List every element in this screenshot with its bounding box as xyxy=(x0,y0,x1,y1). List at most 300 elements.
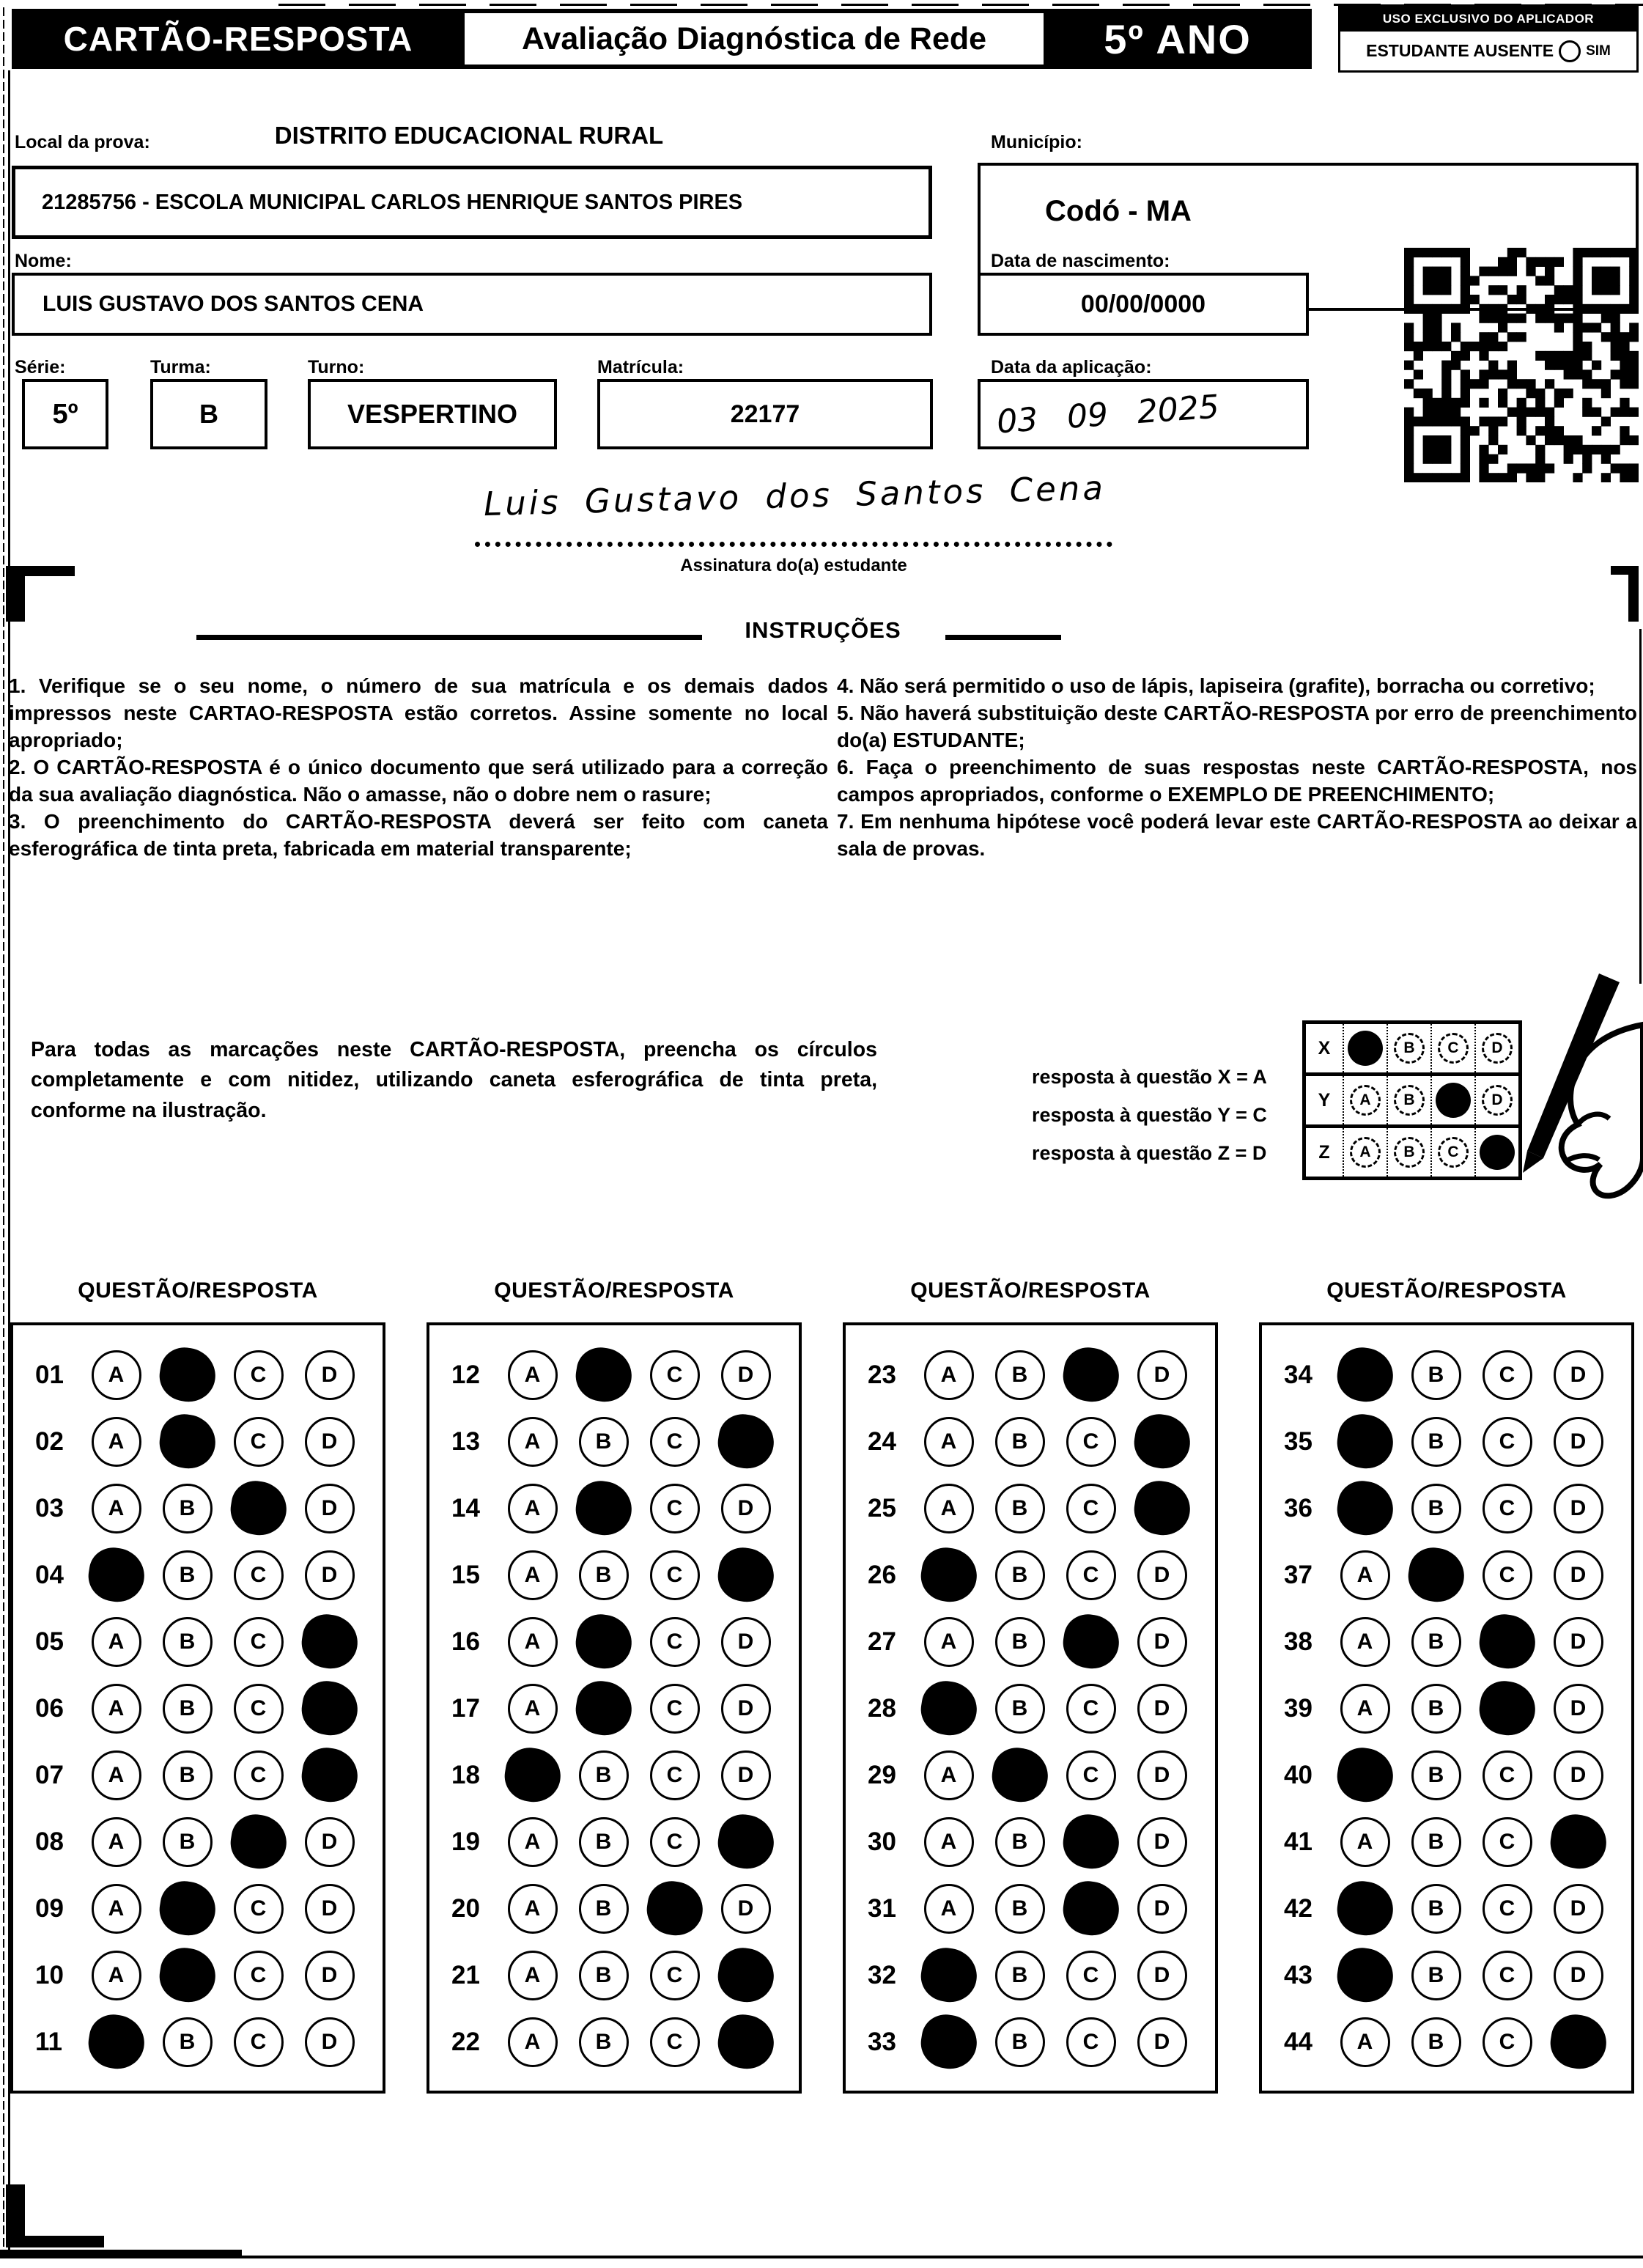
filled-bubble xyxy=(1059,1344,1122,1406)
q20-option-A[interactable] xyxy=(497,1884,568,1934)
q40-option-B[interactable] xyxy=(1400,1750,1472,1800)
q08-option-C[interactable] xyxy=(223,1815,294,1868)
q35-option-C[interactable] xyxy=(1472,1417,1543,1467)
bubble-D: D xyxy=(1554,1484,1603,1534)
q11-option-B[interactable] xyxy=(152,2017,223,2067)
filled-bubble xyxy=(1059,1611,1122,1673)
bubble-B: B xyxy=(995,1417,1045,1467)
q34-option-D[interactable] xyxy=(1543,1350,1614,1400)
filled-bubble xyxy=(572,1678,635,1739)
example-cell-X-A xyxy=(1344,1024,1388,1072)
q30-option-B[interactable] xyxy=(984,1817,1055,1867)
bubble-D: D xyxy=(1137,1951,1187,2000)
filled-bubble xyxy=(1333,1411,1396,1473)
bubble-B: B xyxy=(1411,2017,1461,2067)
q33-option-D[interactable] xyxy=(1126,2017,1197,2067)
registration-mark-bottom-left xyxy=(6,2184,104,2247)
q09-option-A[interactable] xyxy=(81,1884,152,1934)
bubble-B: B xyxy=(163,1817,213,1867)
bubble-C: C xyxy=(650,1750,700,1800)
aplicacao-handwritten-value: 03 09 2025 xyxy=(995,387,1221,441)
q43-option-C[interactable] xyxy=(1472,1951,1543,2000)
filled-bubble xyxy=(1059,1811,1122,1873)
q36-option-C[interactable] xyxy=(1472,1484,1543,1534)
q18-option-B[interactable] xyxy=(568,1750,639,1800)
q29-option-C[interactable] xyxy=(1055,1750,1126,1800)
q31-option-D[interactable] xyxy=(1126,1884,1197,1934)
q26-option-A[interactable] xyxy=(913,1548,984,1602)
q44-option-A[interactable] xyxy=(1329,2017,1400,2067)
bubble-D: D xyxy=(1554,1417,1603,1467)
q25-option-A[interactable] xyxy=(913,1484,984,1534)
q16-option-D[interactable] xyxy=(710,1617,781,1667)
filled-bubble xyxy=(84,2011,147,2073)
q23-option-A[interactable] xyxy=(913,1350,984,1400)
bubble-B: B xyxy=(163,1684,213,1734)
q07-option-C[interactable] xyxy=(223,1750,294,1800)
question-number: 06 xyxy=(35,1693,64,1723)
q02-option-C[interactable] xyxy=(223,1417,294,1467)
answer-row xyxy=(846,1341,1215,1408)
bubble-D: D xyxy=(305,1417,355,1467)
q37-option-D[interactable] xyxy=(1543,1550,1614,1600)
q06-option-C[interactable] xyxy=(223,1684,294,1734)
instruction-item: 4. Não será permitido o uso de lápis, lapiseira (grafite), borracha ou corretivo; xyxy=(837,674,1595,697)
question-number: 02 xyxy=(35,1426,64,1456)
q22-option-B[interactable] xyxy=(568,2017,639,2067)
question-number: 41 xyxy=(1284,1827,1312,1856)
answer-row xyxy=(13,1808,383,1875)
question-number: 25 xyxy=(868,1493,896,1523)
bubble-D: D xyxy=(1554,1350,1603,1400)
question-number: 34 xyxy=(1284,1360,1312,1389)
absent-bubble[interactable] xyxy=(1559,40,1581,62)
answer-row xyxy=(846,1808,1215,1875)
q21-option-D[interactable] xyxy=(710,1948,781,2002)
q05-option-B[interactable] xyxy=(152,1617,223,1667)
answer-row xyxy=(429,1542,799,1608)
q27-option-B[interactable] xyxy=(984,1617,1055,1667)
signature-line[interactable] xyxy=(475,506,1112,547)
q33-option-C[interactable] xyxy=(1055,2017,1126,2067)
filled-bubble xyxy=(155,1878,218,1940)
q01-option-B[interactable] xyxy=(152,1348,223,1402)
bubble-D: D xyxy=(1554,1884,1603,1934)
q25-option-B[interactable] xyxy=(984,1484,1055,1534)
q08-option-B[interactable] xyxy=(152,1817,223,1867)
answer-row xyxy=(846,1942,1215,2009)
q16-option-C[interactable] xyxy=(639,1617,710,1667)
q35-option-D[interactable] xyxy=(1543,1417,1614,1467)
q42-option-A[interactable] xyxy=(1329,1882,1400,1935)
answer-column-header: QUESTÃO/RESPOSTA xyxy=(494,1278,734,1303)
q24-option-A[interactable] xyxy=(913,1417,984,1467)
answer-row xyxy=(846,1875,1215,1942)
q39-option-C[interactable] xyxy=(1472,1682,1543,1735)
q19-option-D[interactable] xyxy=(710,1815,781,1868)
q02-option-B[interactable] xyxy=(152,1415,223,1468)
q14-option-C[interactable] xyxy=(639,1484,710,1534)
turno-label: Turno: xyxy=(308,357,365,378)
q39-option-A[interactable] xyxy=(1329,1684,1400,1734)
q17-option-B[interactable] xyxy=(568,1682,639,1735)
q12-option-D[interactable] xyxy=(710,1350,781,1400)
q27-option-A[interactable] xyxy=(913,1617,984,1667)
q02-option-A[interactable] xyxy=(81,1417,152,1467)
q06-option-B[interactable] xyxy=(152,1684,223,1734)
q01-option-C[interactable] xyxy=(223,1350,294,1400)
q41-option-C[interactable] xyxy=(1472,1817,1543,1867)
filled-bubble xyxy=(155,1945,218,2006)
bubble-A: A xyxy=(924,1817,974,1867)
q11-option-C[interactable] xyxy=(223,2017,294,2067)
q43-option-D[interactable] xyxy=(1543,1951,1614,2000)
q34-option-B[interactable] xyxy=(1400,1350,1472,1400)
nascimento-label: Data de nascimento: xyxy=(991,251,1170,271)
bubble-B: B xyxy=(1394,1033,1425,1064)
bubble-A: A xyxy=(508,2017,558,2067)
exam-subtitle: Avaliação Diagnóstica de Rede xyxy=(465,9,1044,69)
bubble-A: A xyxy=(924,1750,974,1800)
q38-option-B[interactable] xyxy=(1400,1617,1472,1667)
answer-row xyxy=(13,1341,383,1408)
q15-option-C[interactable] xyxy=(639,1550,710,1600)
q24-option-B[interactable] xyxy=(984,1417,1055,1467)
filled-bubble xyxy=(988,1745,1051,1806)
q38-option-A[interactable] xyxy=(1329,1617,1400,1667)
answer-grid xyxy=(427,1322,802,2094)
q38-option-D[interactable] xyxy=(1543,1617,1614,1667)
q31-option-B[interactable] xyxy=(984,1884,1055,1934)
bubble-B: B xyxy=(1411,1951,1461,2000)
q09-option-D[interactable] xyxy=(294,1884,365,1934)
bubble-D: D xyxy=(721,1884,771,1934)
bubble-C: C xyxy=(1483,1884,1532,1934)
q37-option-C[interactable] xyxy=(1472,1550,1543,1600)
q13-option-A[interactable] xyxy=(497,1417,568,1467)
q22-option-A[interactable] xyxy=(497,2017,568,2067)
q07-option-B[interactable] xyxy=(152,1750,223,1800)
q14-option-B[interactable] xyxy=(568,1481,639,1535)
q16-option-B[interactable] xyxy=(568,1615,639,1668)
q24-option-D[interactable] xyxy=(1126,1415,1197,1468)
q42-option-D[interactable] xyxy=(1543,1884,1614,1934)
q32-option-C[interactable] xyxy=(1055,1951,1126,2000)
q13-option-C[interactable] xyxy=(639,1417,710,1467)
answer-row xyxy=(13,1608,383,1675)
bubble-C: C xyxy=(234,2017,284,2067)
q23-option-B[interactable] xyxy=(984,1350,1055,1400)
q33-option-B[interactable] xyxy=(984,2017,1055,2067)
question-number: 36 xyxy=(1284,1493,1312,1523)
example-key-line: resposta à questão Z = D xyxy=(1032,1141,1267,1164)
bubble-C: C xyxy=(234,1617,284,1667)
district-name: DISTRITO EDUCACIONAL RURAL xyxy=(274,122,664,149)
bubble-C: C xyxy=(1483,1817,1532,1867)
q35-option-A[interactable] xyxy=(1329,1415,1400,1468)
scan-edge-right xyxy=(1639,629,1642,984)
bubble-C: C xyxy=(1483,1550,1532,1600)
q10-option-A[interactable] xyxy=(81,1951,152,2000)
q08-option-D[interactable] xyxy=(294,1817,365,1867)
q30-option-A[interactable] xyxy=(913,1817,984,1867)
q18-option-A[interactable] xyxy=(497,1748,568,1802)
examiner-box xyxy=(1338,4,1639,73)
q22-option-C[interactable] xyxy=(639,2017,710,2067)
q03-option-A[interactable] xyxy=(81,1484,152,1534)
question-number: 38 xyxy=(1284,1627,1312,1656)
bubble-B: B xyxy=(995,1484,1045,1534)
bubble-D: D xyxy=(1137,1684,1187,1734)
q06-option-A[interactable] xyxy=(81,1684,152,1734)
q17-option-C[interactable] xyxy=(639,1684,710,1734)
municipio-label: Município: xyxy=(991,132,1082,152)
q29-option-B[interactable] xyxy=(984,1748,1055,1802)
q28-option-D[interactable] xyxy=(1126,1684,1197,1734)
q15-option-D[interactable] xyxy=(710,1548,781,1602)
q43-option-B[interactable] xyxy=(1400,1951,1472,2000)
q38-option-C[interactable] xyxy=(1472,1615,1543,1668)
q40-option-C[interactable] xyxy=(1472,1750,1543,1800)
absent-option-label: SIM xyxy=(1586,43,1611,59)
filled-bubble xyxy=(1475,1678,1538,1739)
filled-bubble xyxy=(155,1411,218,1473)
bubble-C: C xyxy=(234,1350,284,1400)
q21-option-B[interactable] xyxy=(568,1951,639,2000)
example-row-label: X xyxy=(1306,1024,1344,1072)
q09-option-B[interactable] xyxy=(152,1882,223,1935)
question-number: 15 xyxy=(451,1560,480,1589)
bubble-A: A xyxy=(508,1951,558,2000)
bubble-B: B xyxy=(579,1817,629,1867)
q37-option-A[interactable] xyxy=(1329,1550,1400,1600)
q06-option-D[interactable] xyxy=(294,1682,365,1735)
q03-option-C[interactable] xyxy=(223,1481,294,1535)
bubble-A: A xyxy=(1340,1684,1390,1734)
examiner-box-title: USO EXCLUSIVO DO APLICADOR xyxy=(1340,7,1636,32)
bubble-C: C xyxy=(650,2017,700,2067)
filled-bubble xyxy=(226,1811,289,1873)
bubble-B: B xyxy=(1411,1817,1461,1867)
q05-option-A[interactable] xyxy=(81,1617,152,1667)
example-cell-X-B xyxy=(1388,1024,1432,1072)
q12-option-C[interactable] xyxy=(639,1350,710,1400)
q17-option-D[interactable] xyxy=(710,1684,781,1734)
q21-option-C[interactable] xyxy=(639,1951,710,2000)
filled-bubble xyxy=(1130,1478,1193,1539)
question-number: 11 xyxy=(35,2027,62,2056)
q04-option-C[interactable] xyxy=(223,1550,294,1600)
q36-option-D[interactable] xyxy=(1543,1484,1614,1534)
q32-option-B[interactable] xyxy=(984,1951,1055,2000)
q03-option-D[interactable] xyxy=(294,1484,365,1534)
bubble-A: A xyxy=(1340,1617,1390,1667)
q44-option-D[interactable] xyxy=(1543,2015,1614,2069)
bubble-A: A xyxy=(92,1817,141,1867)
q11-option-D[interactable] xyxy=(294,2017,365,2067)
q09-option-C[interactable] xyxy=(223,1884,294,1934)
bubble-C: C xyxy=(1483,2017,1532,2067)
q04-option-A[interactable] xyxy=(81,1548,152,1602)
q15-option-A[interactable] xyxy=(497,1550,568,1600)
q20-option-B[interactable] xyxy=(568,1884,639,1934)
bubble-B: B xyxy=(1394,1085,1425,1116)
filled-bubble xyxy=(714,1411,777,1473)
q10-option-B[interactable] xyxy=(152,1948,223,2002)
bubble-B: B xyxy=(995,2017,1045,2067)
q40-option-A[interactable] xyxy=(1329,1748,1400,1802)
bubble-C: C xyxy=(1066,2017,1116,2067)
answer-row xyxy=(429,1942,799,2009)
q15-option-B[interactable] xyxy=(568,1550,639,1600)
q12-option-A[interactable] xyxy=(497,1350,568,1400)
bubble-A: A xyxy=(508,1884,558,1934)
q19-option-A[interactable] xyxy=(497,1817,568,1867)
answer-row xyxy=(429,1808,799,1875)
answer-row xyxy=(846,1675,1215,1742)
q36-option-B[interactable] xyxy=(1400,1484,1472,1534)
signature-handwritten: Luis Gustavo dos Santos Cena xyxy=(483,468,1107,524)
q42-option-C[interactable] xyxy=(1472,1884,1543,1934)
question-number: 18 xyxy=(451,1760,480,1789)
q39-option-D[interactable] xyxy=(1543,1684,1614,1734)
q14-option-D[interactable] xyxy=(710,1484,781,1534)
q36-option-A[interactable] xyxy=(1329,1481,1400,1535)
q05-option-C[interactable] xyxy=(223,1617,294,1667)
q34-option-A[interactable] xyxy=(1329,1348,1400,1402)
q41-option-A[interactable] xyxy=(1329,1817,1400,1867)
q31-option-A[interactable] xyxy=(913,1884,984,1934)
q14-option-A[interactable] xyxy=(497,1484,568,1534)
answer-row xyxy=(13,2009,383,2075)
q41-option-D[interactable] xyxy=(1543,1815,1614,1868)
q01-option-A[interactable] xyxy=(81,1350,152,1400)
q34-option-C[interactable] xyxy=(1472,1350,1543,1400)
q18-option-D[interactable] xyxy=(710,1750,781,1800)
answer-column-header: QUESTÃO/RESPOSTA xyxy=(910,1278,1151,1303)
q33-option-A[interactable] xyxy=(913,2015,984,2069)
filled-bubble xyxy=(1333,1745,1396,1806)
q28-option-A[interactable] xyxy=(913,1682,984,1735)
q42-option-B[interactable] xyxy=(1400,1884,1472,1934)
q01-option-D[interactable] xyxy=(294,1350,365,1400)
q40-option-D[interactable] xyxy=(1543,1750,1614,1800)
q19-option-C[interactable] xyxy=(639,1817,710,1867)
q41-option-B[interactable] xyxy=(1400,1817,1472,1867)
q32-option-A[interactable] xyxy=(913,1948,984,2002)
q07-option-A[interactable] xyxy=(81,1750,152,1800)
q13-option-B[interactable] xyxy=(568,1417,639,1467)
bubble-D: D xyxy=(305,1884,355,1934)
bubble-D: D xyxy=(305,1350,355,1400)
absent-label: ESTUDANTE AUSENTE xyxy=(1366,41,1554,60)
q07-option-D[interactable] xyxy=(294,1748,365,1802)
bubble-B: B xyxy=(579,1417,629,1467)
q23-option-D[interactable] xyxy=(1126,1350,1197,1400)
q28-option-B[interactable] xyxy=(984,1684,1055,1734)
q30-option-D[interactable] xyxy=(1126,1817,1197,1867)
q13-option-D[interactable] xyxy=(710,1415,781,1468)
q10-option-C[interactable] xyxy=(223,1951,294,2000)
scan-edge-left-dashed xyxy=(3,7,4,2256)
q31-option-C[interactable] xyxy=(1055,1882,1126,1935)
q44-option-B[interactable] xyxy=(1400,2017,1472,2067)
bubble-C: C xyxy=(1066,1484,1116,1534)
q12-option-B[interactable] xyxy=(568,1348,639,1402)
bubble-D: D xyxy=(1137,1884,1187,1934)
q26-option-B[interactable] xyxy=(984,1550,1055,1600)
q27-option-C[interactable] xyxy=(1055,1615,1126,1668)
q24-option-C[interactable] xyxy=(1055,1417,1126,1467)
q44-option-C[interactable] xyxy=(1472,2017,1543,2067)
instructions-title: INSTRUÇÕES xyxy=(745,617,901,643)
answer-row xyxy=(429,2009,799,2075)
q25-option-C[interactable] xyxy=(1055,1484,1126,1534)
q43-option-A[interactable] xyxy=(1329,1948,1400,2002)
answer-grid xyxy=(843,1322,1218,2094)
q08-option-A[interactable] xyxy=(81,1817,152,1867)
q16-option-A[interactable] xyxy=(497,1617,568,1667)
q10-option-D[interactable] xyxy=(294,1951,365,2000)
q03-option-B[interactable] xyxy=(152,1484,223,1534)
bubble-D: D xyxy=(1137,1817,1187,1867)
q32-option-D[interactable] xyxy=(1126,1951,1197,2000)
question-number: 35 xyxy=(1284,1426,1312,1456)
bubble-A: A xyxy=(1340,1817,1390,1867)
q05-option-D[interactable] xyxy=(294,1615,365,1668)
question-number: 40 xyxy=(1284,1760,1312,1789)
q26-option-D[interactable] xyxy=(1126,1550,1197,1600)
q28-option-C[interactable] xyxy=(1055,1684,1126,1734)
q18-option-C[interactable] xyxy=(639,1750,710,1800)
question-number: 44 xyxy=(1284,2027,1312,2056)
q39-option-B[interactable] xyxy=(1400,1684,1472,1734)
bubble-B: B xyxy=(1411,1750,1461,1800)
q11-option-A[interactable] xyxy=(81,2015,152,2069)
bubble-B: B xyxy=(995,1617,1045,1667)
q02-option-D[interactable] xyxy=(294,1417,365,1467)
q26-option-C[interactable] xyxy=(1055,1550,1126,1600)
q04-option-B[interactable] xyxy=(152,1550,223,1600)
municipio-field: Codó - MA xyxy=(978,163,1639,311)
q17-option-A[interactable] xyxy=(497,1684,568,1734)
bubble-C: C xyxy=(1066,1550,1116,1600)
q04-option-D[interactable] xyxy=(294,1550,365,1600)
answer-row xyxy=(13,1942,383,2009)
answer-row xyxy=(1262,1875,1631,1942)
q19-option-B[interactable] xyxy=(568,1817,639,1867)
filled-bubble xyxy=(298,1678,361,1739)
q29-option-A[interactable] xyxy=(913,1750,984,1800)
q20-option-D[interactable] xyxy=(710,1884,781,1934)
q37-option-B[interactable] xyxy=(1400,1548,1472,1602)
q35-option-B[interactable] xyxy=(1400,1417,1472,1467)
q30-option-C[interactable] xyxy=(1055,1815,1126,1868)
answer-row xyxy=(429,1875,799,1942)
q20-option-C[interactable] xyxy=(639,1882,710,1935)
answer-row xyxy=(1262,1675,1631,1742)
q23-option-C[interactable] xyxy=(1055,1348,1126,1402)
q27-option-D[interactable] xyxy=(1126,1617,1197,1667)
bubble-A: A xyxy=(924,1617,974,1667)
q29-option-D[interactable] xyxy=(1126,1750,1197,1800)
q25-option-D[interactable] xyxy=(1126,1481,1197,1535)
bubble-D: D xyxy=(1554,1550,1603,1600)
q22-option-D[interactable] xyxy=(710,2015,781,2069)
filled-bubble xyxy=(917,2011,980,2073)
q21-option-A[interactable] xyxy=(497,1951,568,2000)
bubble-B: B xyxy=(1411,1884,1461,1934)
